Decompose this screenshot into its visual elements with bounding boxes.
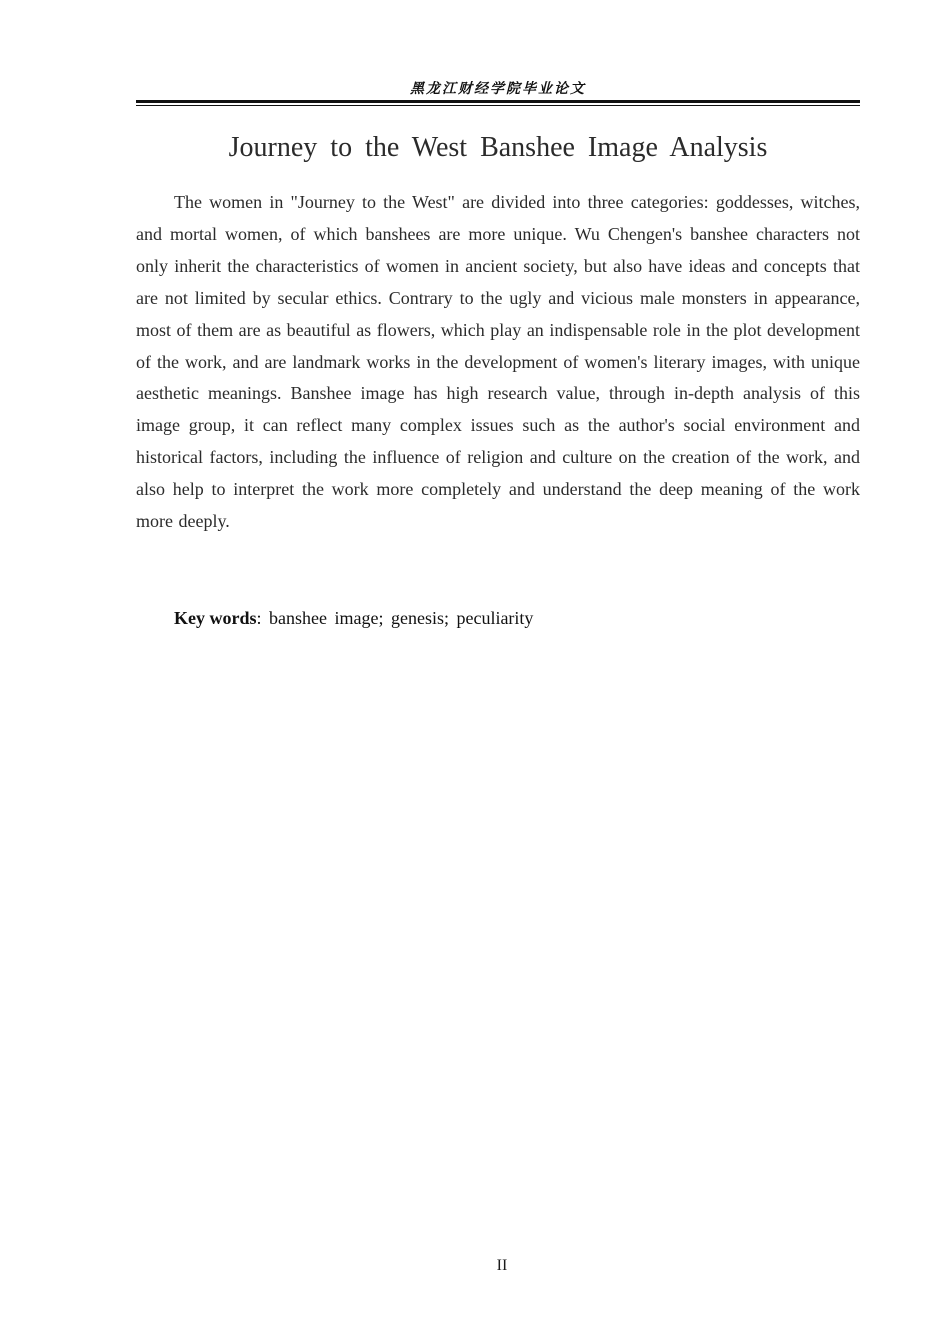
keywords-separator: :	[256, 608, 262, 628]
keywords-line	[174, 603, 533, 633]
keywords-label: Key words	[174, 608, 257, 628]
keywords-list: banshee image; genesis; peculiarity	[269, 608, 534, 628]
header-rule-thin	[136, 105, 860, 106]
page-title: Journey to the West Banshee Image Analysis	[228, 132, 768, 163]
header-rule-thick	[136, 100, 860, 103]
page-number: II	[496, 1257, 508, 1274]
running-header: 黑龙江财经学院毕业论文	[410, 81, 586, 97]
abstract-paragraph: The women in "Journey to the West" are divided into three categories: goddesses, witches, and mortal women, of which banshees are more unique. Wu Chengen's banshee characters not only inherit the characteristics of women in ancient society, but also have ideas and concepts that are not limited by secular ethics. Contrary to the ugly and vicious male monsters in appearance, most of them are as beautiful as flowers, which play an indispensable role in the plot development of the work, and are landmark works in the development of women's literary images, with unique aesthetic meanings. Banshee image has high research value, through in-depth analysis of this image group, it can reflect many complex issues such as the author's social environment and historical factors, including the influence of religion and culture on the creation of the work, and also help to interpret the work more completely and understand the deep meaning of the work more deeply.	[136, 192, 860, 532]
